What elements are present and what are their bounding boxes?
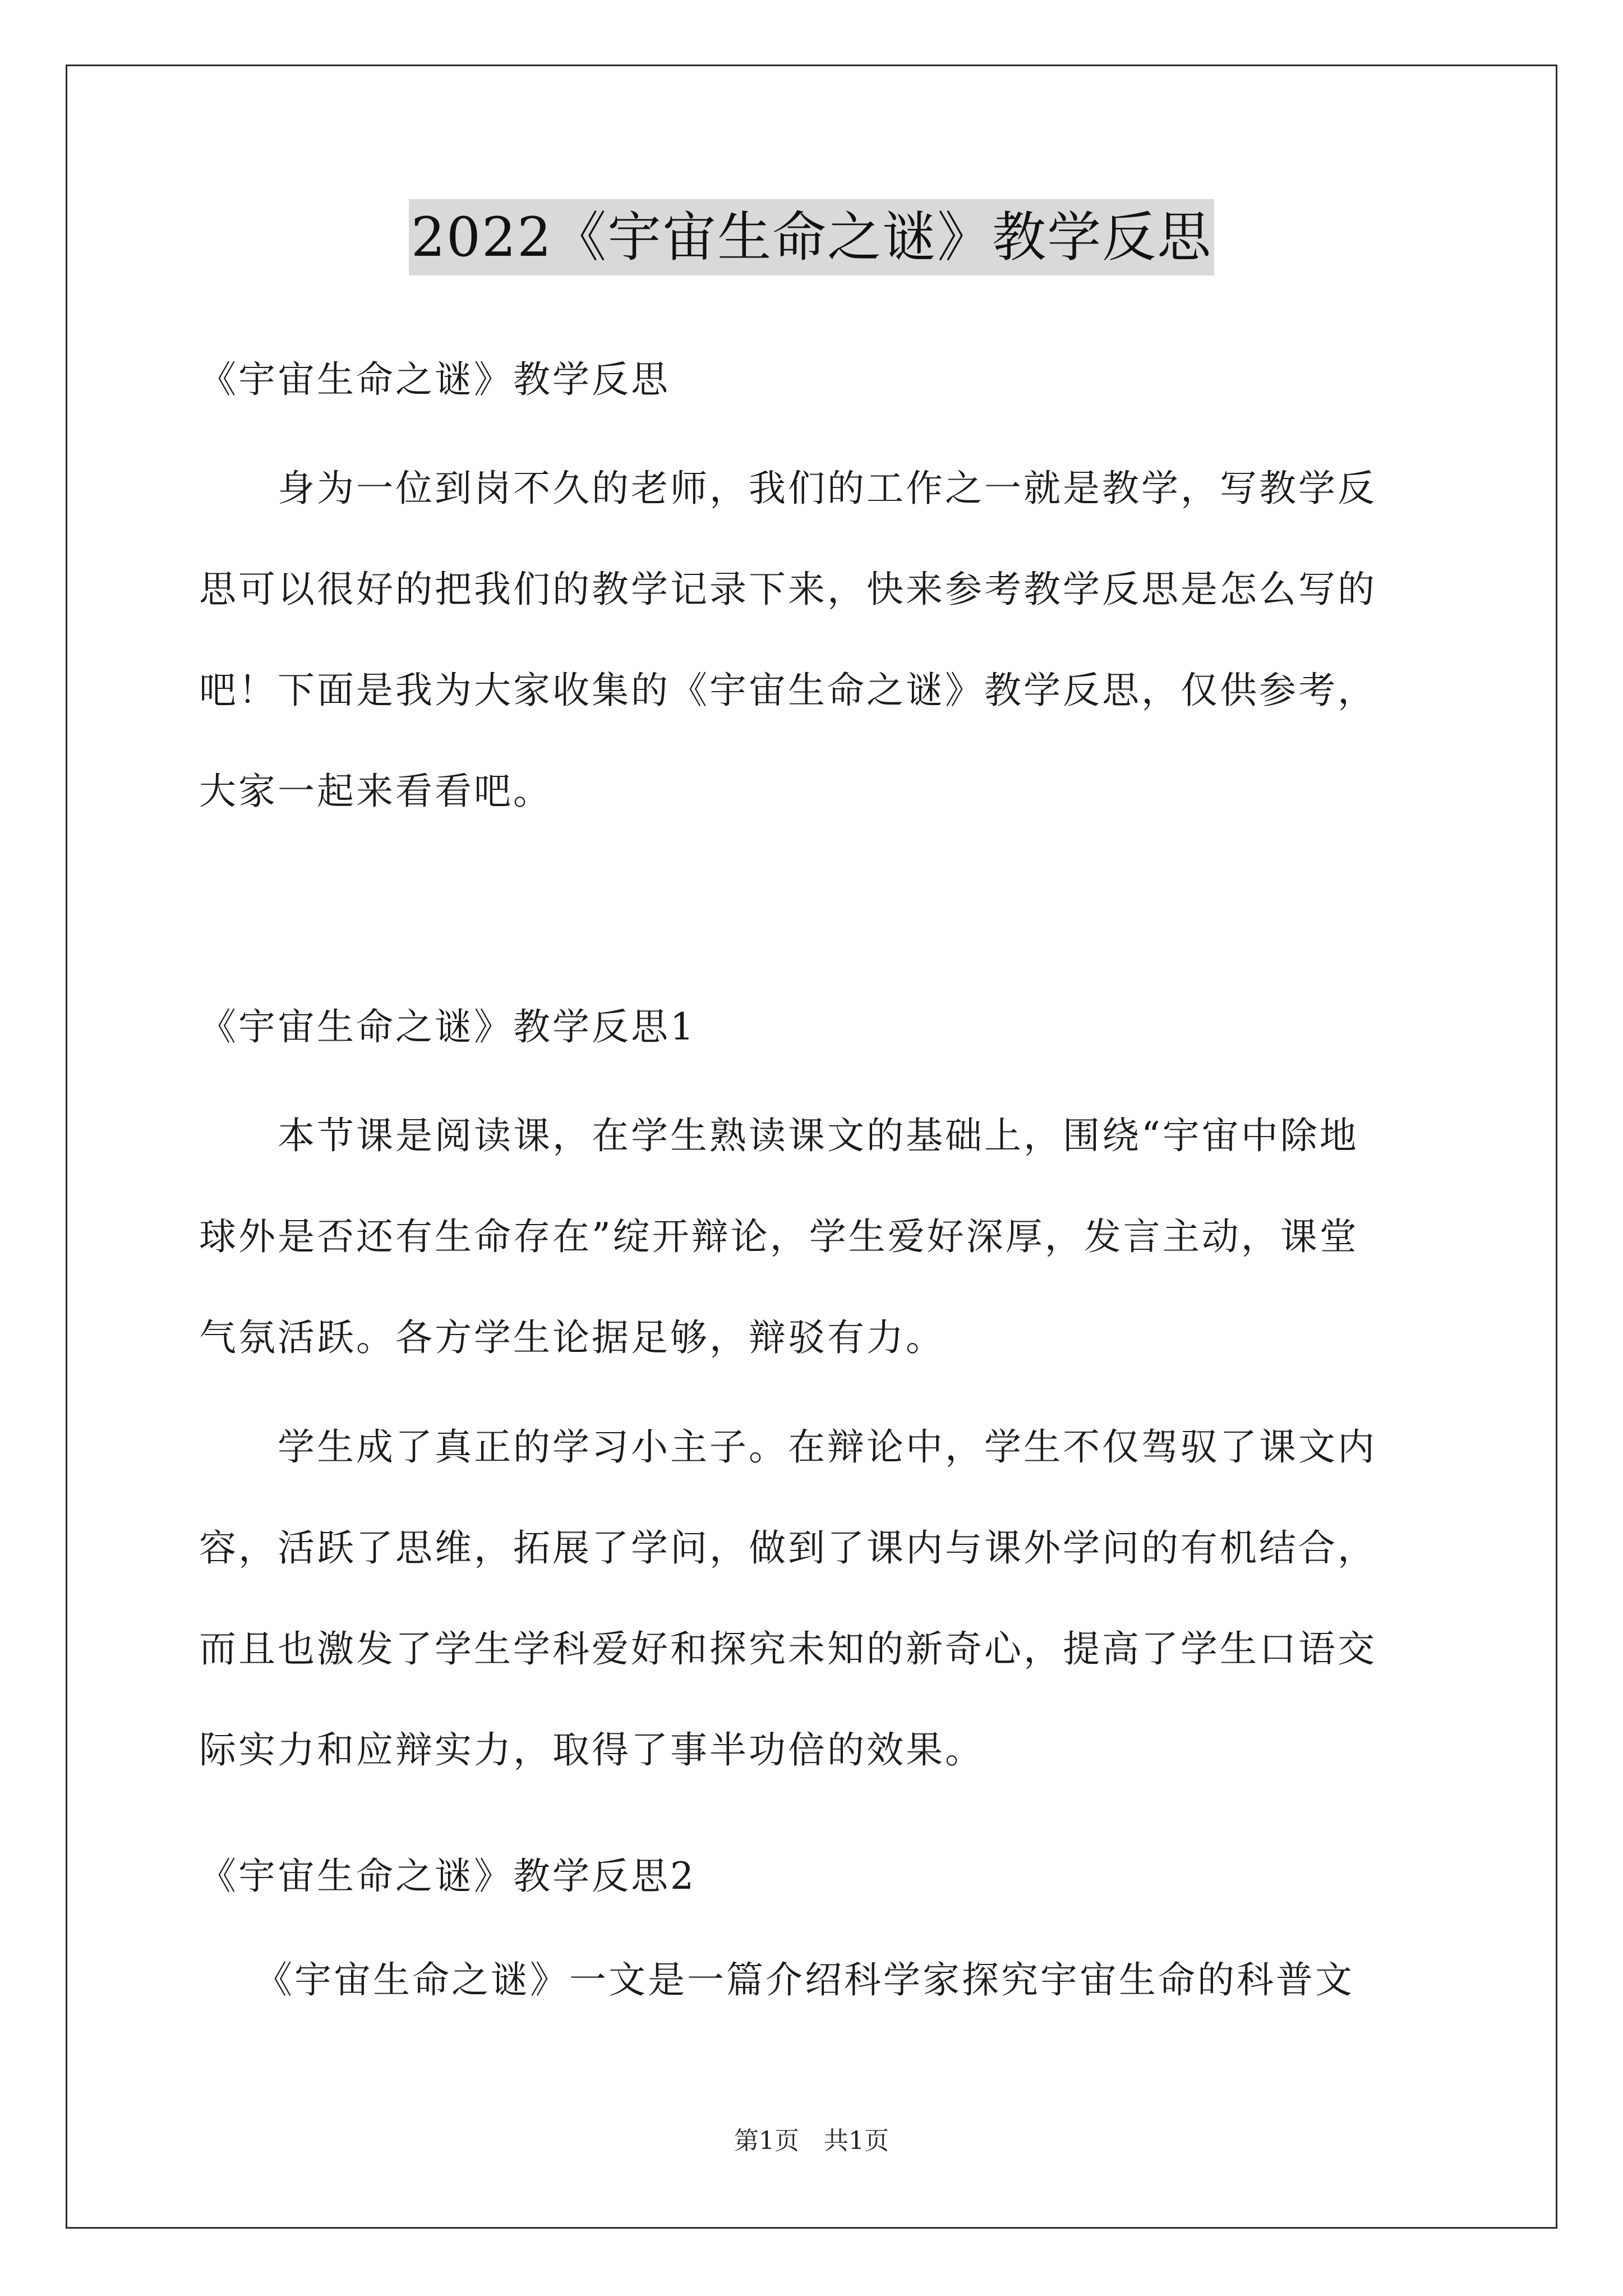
paragraph-line: 学生成了真正的学习小主子。在辩论中，学生不仅驾驭了课文内 [278,1425,1377,1469]
intro-line: 思可以很好的把我们的教学记录下来，快来参考教学反思是怎么写的 [199,568,1377,611]
page-footer: 第1页 共1页 [734,2127,889,2155]
intro-line: 吧！下面是我为大家收集的《宇宙生命之谜》教学反思，仅供参考， [199,669,1377,712]
paragraph-line: 际实力和应辩实力，取得了事半功倍的效果。 [199,1728,984,1772]
title-container [0,199,1623,275]
section-heading-2: 《宇宙生命之谜》教学反思2 [199,1855,696,1898]
paragraph-line: 容，活跃了思维，拓展了学问，做到了课内与课外学问的有机结合， [199,1526,1377,1570]
section2-paragraph-1 [199,1930,1430,2031]
paragraph-line: 《宇宙生命之谜》一文是一篇介绍科学家探究宇宙生命的科普文 [255,1958,1354,2001]
section1-paragraph-1 [199,1085,1430,1388]
subtitle: 《宇宙生命之谜》教学反思 [199,358,670,401]
paragraph-line: 球外是否还有生命存在”绽开辩论，学生爱好深厚，发言主动，课堂 [199,1215,1359,1258]
paragraph-line: 而且也激发了学生学科爱好和探究未知的新奇心，提高了学生口语交 [199,1627,1377,1671]
paragraph-line: 气氛活跃。各方学生论据足够，辩驳有力。 [199,1316,945,1359]
intro-paragraph [199,438,1430,842]
paragraph-line: 本节课是阅读课，在学生熟读课文的基础上，围绕“宇宙中除地 [278,1114,1359,1157]
section-heading-1: 《宇宙生命之谜》教学反思1 [199,1005,696,1048]
intro-line: 大家一起来看看吧。 [199,770,552,813]
document-title: 2022《宇宙生命之谜》教学反思 [409,199,1214,275]
section1-paragraph-2 [199,1397,1430,1801]
intro-line: 身为一位到岗不久的老师，我们的工作之一就是教学，写教学反 [278,467,1377,510]
